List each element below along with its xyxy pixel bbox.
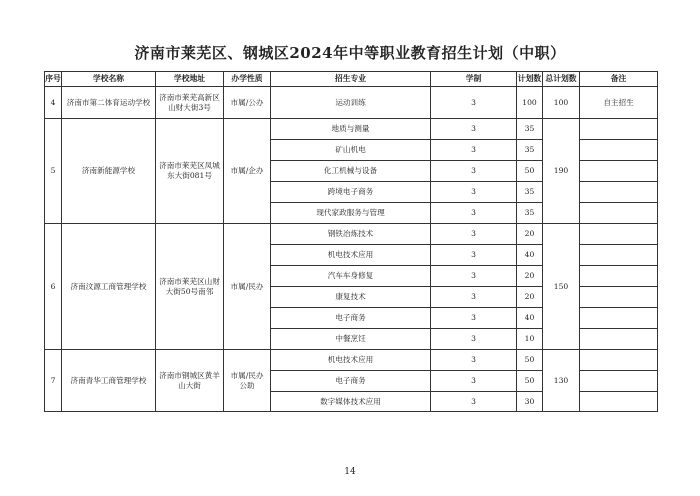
nature-cell: 市属/民办 <box>224 224 271 350</box>
plan-cell: 40 <box>517 245 543 266</box>
address-cell <box>156 87 224 119</box>
duration-cell: 3 <box>431 350 517 371</box>
page-number: 14 <box>344 467 356 477</box>
note-cell <box>580 245 658 266</box>
school-address: 济南市莱芜高新区山财大街3号 <box>159 92 220 112</box>
school-address: 济南市莱芜区山财大街50号南邻 <box>159 276 220 296</box>
major-cell: 现代家政服务与管理 <box>271 203 431 224</box>
school-name-cell <box>62 87 156 119</box>
table-row <box>45 87 658 119</box>
note-cell <box>580 308 658 329</box>
enrollment-plan-table <box>44 71 658 412</box>
note-cell <box>580 287 658 308</box>
major-cell: 电子商务 <box>271 308 431 329</box>
address-cell <box>156 119 224 224</box>
header-seq: 序号 <box>45 72 62 87</box>
duration-cell: 3 <box>431 392 517 412</box>
note-cell <box>580 350 658 371</box>
plan-cell: 35 <box>517 203 543 224</box>
header-duration: 学制 <box>431 72 517 87</box>
major-cell: 化工机械与设备 <box>271 161 431 182</box>
school-name-cell <box>62 119 156 224</box>
major-cell: 地质与测量 <box>271 119 431 140</box>
plan-cell: 40 <box>517 308 543 329</box>
nature-cell <box>224 350 271 412</box>
header-address: 学校地址 <box>156 72 224 87</box>
nature-cell: 市属/公办 <box>224 87 271 119</box>
note-cell <box>580 224 658 245</box>
major-cell: 电子商务 <box>271 371 431 392</box>
major-cell: 钢铁冶炼技术 <box>271 224 431 245</box>
school-name-cell <box>62 350 156 412</box>
header-school: 学校名称 <box>62 72 156 87</box>
major-cell: 机电技术应用 <box>271 245 431 266</box>
duration-cell: 3 <box>431 140 517 161</box>
plan-cell: 50 <box>517 161 543 182</box>
school-address: 济南市钢城区黄羊山大街 <box>159 370 220 390</box>
note-cell <box>580 392 658 412</box>
note-cell <box>580 182 658 203</box>
duration-cell: 3 <box>431 245 517 266</box>
duration-cell: 3 <box>431 87 517 119</box>
duration-cell: 3 <box>431 308 517 329</box>
duration-cell: 3 <box>431 371 517 392</box>
total-cell: 130 <box>543 350 580 412</box>
major-cell: 跨境电子商务 <box>271 182 431 203</box>
duration-cell: 3 <box>431 287 517 308</box>
plan-cell: 35 <box>517 182 543 203</box>
duration-cell: 3 <box>431 161 517 182</box>
major-cell: 康复技术 <box>271 287 431 308</box>
plan-cell: 30 <box>517 392 543 412</box>
school-name: 济南新能源学校 <box>81 166 136 175</box>
major-cell: 矿山机电 <box>271 140 431 161</box>
table-header-row <box>45 72 658 87</box>
major-cell: 运动训练 <box>271 87 431 119</box>
header-plan: 计划数 <box>517 72 543 87</box>
plan-cell: 20 <box>517 266 543 287</box>
seq-cell: 6 <box>45 224 62 350</box>
plan-cell: 35 <box>517 119 543 140</box>
plan-cell: 50 <box>517 371 543 392</box>
note-cell <box>580 161 658 182</box>
nature-cell: 市属/企办 <box>224 119 271 224</box>
note-cell <box>580 266 658 287</box>
major-cell: 中餐烹饪 <box>271 329 431 350</box>
plan-cell: 20 <box>517 287 543 308</box>
school-nature: 市属/民办公助 <box>230 370 264 390</box>
table-row <box>45 224 658 245</box>
school-address: 济南市莱芜区凤城东大街081号 <box>159 161 220 180</box>
note-cell <box>580 329 658 350</box>
school-name: 济南市第二体育运动学校 <box>66 97 151 107</box>
major-cell: 机电技术应用 <box>271 350 431 371</box>
plan-cell: 20 <box>517 224 543 245</box>
header-total: 总计划数 <box>543 72 580 87</box>
total-cell: 190 <box>543 119 580 224</box>
header-note: 备注 <box>580 72 658 87</box>
table-row <box>45 350 658 371</box>
school-name: 济南汶源工商管理学校 <box>70 281 147 291</box>
duration-cell: 3 <box>431 203 517 224</box>
plan-cell: 10 <box>517 329 543 350</box>
plan-cell: 50 <box>517 350 543 371</box>
header-nature: 办学性质 <box>224 72 271 87</box>
note-cell: 自主招生 <box>580 87 658 119</box>
page-title: 济南市莱芜区、钢城区2024年中等职业教育招生计划（中职） <box>134 44 566 62</box>
major-cell: 数字媒体技术应用 <box>271 392 431 412</box>
major-cell: 汽车车身修复 <box>271 266 431 287</box>
note-cell <box>580 203 658 224</box>
address-cell <box>156 350 224 412</box>
table-row <box>45 119 658 140</box>
duration-cell: 3 <box>431 182 517 203</box>
total-cell: 100 <box>543 87 580 119</box>
note-cell <box>580 371 658 392</box>
total-cell: 150 <box>543 224 580 350</box>
seq-cell: 4 <box>45 87 62 119</box>
seq-cell: 5 <box>45 119 62 224</box>
school-name-cell <box>62 224 156 350</box>
plan-cell: 100 <box>517 87 543 119</box>
note-cell <box>580 119 658 140</box>
address-cell <box>156 224 224 350</box>
header-major: 招生专业 <box>271 72 431 87</box>
duration-cell: 3 <box>431 266 517 287</box>
duration-cell: 3 <box>431 119 517 140</box>
seq-cell: 7 <box>45 350 62 412</box>
plan-cell: 35 <box>517 140 543 161</box>
duration-cell: 3 <box>431 224 517 245</box>
duration-cell: 3 <box>431 329 517 350</box>
school-name: 济南青华工商管理学校 <box>70 375 147 385</box>
note-cell <box>580 140 658 161</box>
